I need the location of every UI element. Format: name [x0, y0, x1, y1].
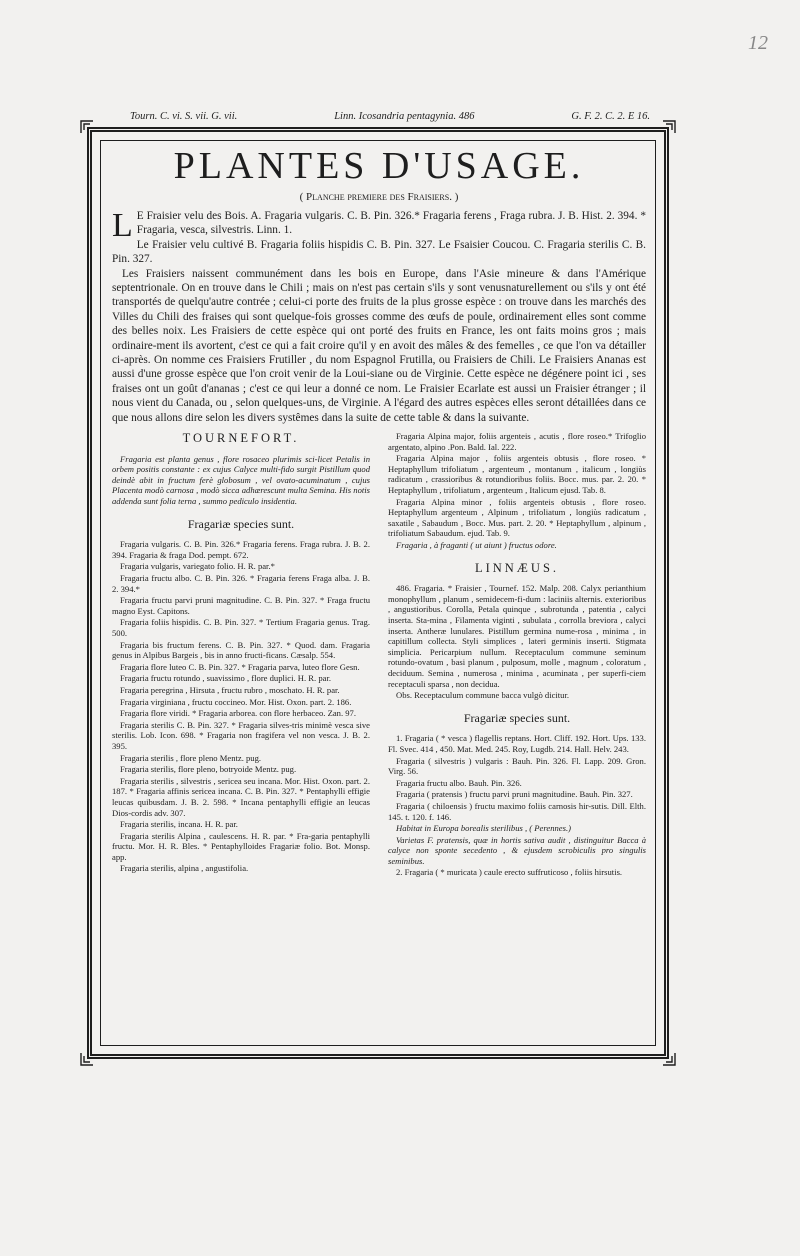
species-entry: Fragaria sterilis, alpina , angustifolia.: [120, 863, 249, 874]
species-entry: Fragaria Alpina major, foliis argenteis , acutis , flore roseo.* Trifoglio argentato, alpino .Pon. Bald. Ial. 222.: [388, 431, 646, 452]
species-entry: Fragaria sterilis C. B. Pin. 327. * Fragaria silves-tris minimè vesca sive sterilis. Lob. Icon. 698. * Fragaria non fragifera vel non vesca. J. B. 2. 395.: [112, 719, 370, 751]
species-entry: Fragaria peregrina , Hirsuta , fructu rubro , moschato. H. R. par.: [120, 684, 340, 695]
species-entry: Varietas F. pratensis, quæ in hortis sativa audit , distinguitur Bacca à calyce non sponte secedento , & ejusdem scrobiculis pro singulis seminibus.: [388, 834, 646, 866]
species-entry: 1. Fragaria ( * vesca ) flagellis reptans. Hort. Cliff. 192. Hort. Ups. 133. Fl. Svec. 414 , 450. Mat. Med. 245. Roy, Lugdb. 214. Hall. Helv. 243.: [388, 733, 646, 754]
intro-paragraph: Le Fraisier velu cultivé B. Fragaria foliis hispidis C. B. Pin. 327. Le Fsaisier Coucou. C. Fragaria sterilis C. B. Pin. 327.: [112, 238, 646, 266]
page-title: PLANTES D'USAGE.: [173, 145, 585, 187]
two-columns: [112, 431, 646, 879]
running-header: [130, 111, 650, 122]
intro-text: [112, 209, 646, 425]
drop-cap-letter: L: [112, 207, 133, 244]
species-entry: Fragaria fructu parvi pruni magnitudine. C. B. Pin. 327. * Fraga fructu magno Eyst. Capitons.: [112, 595, 370, 616]
species-entry: Fragaria fructu albo. C. B. Pin. 326. * Fragaria ferens Fraga alba. J. B. 2. 394.*: [112, 573, 370, 594]
linnaeus-heading: LINNÆUS.: [474, 560, 560, 575]
header-linnaeus: Linn. Icosandria pentagynia. 486: [334, 111, 475, 122]
species-entry: Fragaria fructu albo. Bauh. Pin. 326.: [396, 777, 522, 788]
species-entry: Fragaria Alpina minor , foliis argenteis obtusis , flore roseo. Heptaphyllum argenteum , Alpinum , trifoliatum , longiùs radicatum , saxatile , Sabaudum , Bocc. Mus. part. 2. 20. * Heptaphyllum , alpinum , trifoliatum Sabaudum. ejud. Tab. 9.: [388, 496, 646, 539]
species-entry: Fragaria ( chiloensis ) fructu maximo foliis carnosis hir-sutis. Dill. Elth. 145. t. 120. f. 146.: [388, 800, 646, 822]
header-tournefort: Tourn. C. vi. S. vii. G. vii.: [130, 111, 238, 122]
species-entry: Fragaria fructu rotundo , suavissimo , flore duplici. H. R. par.: [120, 673, 331, 684]
left-column: [112, 431, 370, 879]
species-entry: Fragaria virginiana , fructu coccineo. Mor. Hist. Oxon. part. 2. 186.: [120, 696, 352, 707]
right-column: [388, 431, 646, 879]
species-entry: Fragaria sterilis Alpina , caulescens. H. R. par. * Fra-garia pentaphylli fructu. Mor. H. R. Bles. * Pentaphylloides Fragariæ folio. Bot. Monsp. app.: [112, 830, 370, 862]
page-number: 12: [748, 32, 768, 54]
species-entry: Fragaria bis fructum ferens. C. B. Pin. 327. * Quod. dam. Fragaria genus in Alpibus Bargeis , bis in anno fructi-ficans. Cæsalp. 554.: [112, 639, 370, 661]
plate-subtitle: ( Planche premiere des Fraisiers. ): [299, 191, 459, 203]
species-entry: Fragaria Alpina major , foliis argenteis obtusis , flore roseo. * Heptaphyllum trifoliatum , argenteum , montanum , italicum , longiùs radicatum , crassioribus & rotundioribus foliis. Bocc. mus. par. 2. 20. * Heptaphyllum , trifoliatum , argenteum , Italicum ejusd. Tab. 8.: [388, 453, 646, 496]
genus-characters: 486. Fragaria. * Fraisier , Tournef. 152. Malp. 208. Calyx perianthium monophyllum , planum , semidecem-fi-dum : laciniis alternis. exterioribus , angustioribus. Corolla, Petala quinque , subrotunda , patentia , calyci inserta. Sta-mina , Filamenta viginti , subulata , corrolla breviora , calyci inserta. Antheræ lunulares. Pistillum germina nume-rosa , minima , in capitillum collecta. Styli simplices , lateri germinis inserti. Stigmata simplicia. Pericarpium nullum. Receptaculum commune seminum rotundo-ovatum , basi planum , pulposum, molle , magnum , coloratum , deciduum. Semina , numerosa , minima , acuminata , per superfi-ciem receptaculi sparsa , non decidua.: [388, 583, 646, 689]
corner-ornament-icon: [80, 120, 94, 134]
page-content: [112, 140, 646, 879]
tournefort-heading: TOURNEFORT.: [182, 431, 300, 446]
species-entry: Habitat in Europa borealis sterilibus , ( Perennes.): [396, 823, 571, 834]
corner-ornament-icon: [662, 120, 676, 134]
species-entry: Fragaria sterilis , silvestris , sericea seu incana. Mor. Hist. Oxon. part. 2. 187. * Fragaria affinis sericea incana. C. B. Pin. 327. * Pentaphylli effigie leucas quibusdam. J. B. 2. 598. * Incana pentaphylli effigie an leucas Dios-cordis adv. 307.: [112, 775, 370, 818]
observation-note: Obs. Receptaculum commune bacca vulgò dicitur.: [396, 690, 570, 701]
corner-ornament-icon: [80, 1052, 94, 1066]
species-entry: Fragaria , à fraganti ( ut aiunt ) fructus odore.: [396, 540, 557, 551]
species-entry: Fragaria sterilis , flore pleno Mentz. pug.: [120, 752, 262, 763]
species-entry: Fragaria foliis hispidis. C. B. Pin. 327. * Tertium Fragaria genus. Trag. 500.: [112, 617, 370, 638]
species-entry: Fragaria sterilis, incana. H. R. par.: [120, 819, 238, 830]
species-entry: Fragaria flore viridi. * Fragaria arborea. con flore herbaceo. Zan. 97.: [120, 708, 356, 719]
species-entry: Fragaria ( pratensis ) fructu parvi pruni magnitudine. Bauh. Pin. 327.: [396, 789, 633, 800]
intro-paragraph: Les Fraisiers naissent communément dans les bois en Europe, dans l'Asie mineure & dans l'Amérique septentrionale. On en trouve dans le Chili ; mais on n'est pas certain s'ils y sont venusnaturellement ou s'ils y ont été transportés de quelqu'autre contrée ; celui-ci porte des fruits de la plus grosse espèce : on trouve dans les marchés des Villes du Chili des fraises qui sont quelque-fois grosses comme des œufs de poule, ordinairement elles sont comme des belles noix. Les Fraisiers de cette espèce qui ont porté des fruits en France, les ont faits moins gros ; mais ordinaire-ment ils avortent, c'est ce qui a fait croire qu'il y en avoit des mâles & des femelles , ce que l'on va détailler ci-après. On nomme ces Fraisiers Frutiller , du nom Espagnol Frutilla, ou Fraisiers de Chili. Le Fraisiers Ananas est aussi d'une grosse espèce que l'on croit venir de la Loui-siane ou de Virginie. Cette espèce ne dégénere point ici , ses fraises ont un goût d'ananas ; c'est ce qui leur a donné ce nom. Le Fraisier Ecarlate est aussi un Fraisier étranger ; il nous vient du Canada, ou , selon quelques-uns, de Virginie. A l'égard des autres espèces elles seront détaillées dans ce que nous allons dire selon les divers systêmes dans la suite de cette table & dans la suivante.: [112, 267, 646, 424]
header-gf: G. F. 2. C. 2. E 16.: [571, 111, 650, 122]
species-entry: Fragaria ( silvestris ) vulgaris : Bauh. Pin. 326. Fl. Lapp. 209. Gron. Virg. 56.: [388, 755, 646, 777]
species-entry: Fragaria vulgaris. C. B. Pin. 326.* Fragaria ferens. Fraga rubra. J. B. 2. 394. Fragaria & fraga Dod. pempt. 672.: [112, 539, 370, 560]
genus-description: Fragaria est planta genus , flore rosaceo plurimis sci-licet Petalis in orbem positis constante : ex cujus Calyce multi-fido surgit Pistillum quod deindè abit in fructum ferè globosum , vel ovato-acuminatum , cujus Placenta modò carnosa , modò sicca adhærescunt multa Semina. His notis addenda sunt folia terna , summo pediculo insidentia.: [112, 453, 370, 507]
species-entry: 2. Fragaria ( * muricata ) caule erecto suffruticoso , foliis hirsutis.: [396, 867, 623, 878]
species-heading: Fragariæ species sunt.: [187, 516, 295, 531]
intro-paragraph: E Fraisier velu des Bois. A. Fragaria vulgaris. C. B. Pin. 326.* Fragaria ferens , Fraga rubra. J. B. Hist. 2. 394. * Fragaria, vesca, silvestris. Linn. 1.: [136, 210, 646, 237]
species-entry: Fragaria flore luteo C. B. Pin. 327. * Fragaria parva, luteo flore Gesn.: [120, 661, 360, 672]
corner-ornament-icon: [662, 1052, 676, 1066]
species-entry: Fragaria sterilis, flore pleno, botryoide Mentz. pug.: [120, 764, 297, 775]
species-entry: Fragaria vulgaris, variegato folio. H. R. par.*: [120, 561, 275, 572]
species-heading: Fragariæ species sunt.: [463, 710, 571, 725]
